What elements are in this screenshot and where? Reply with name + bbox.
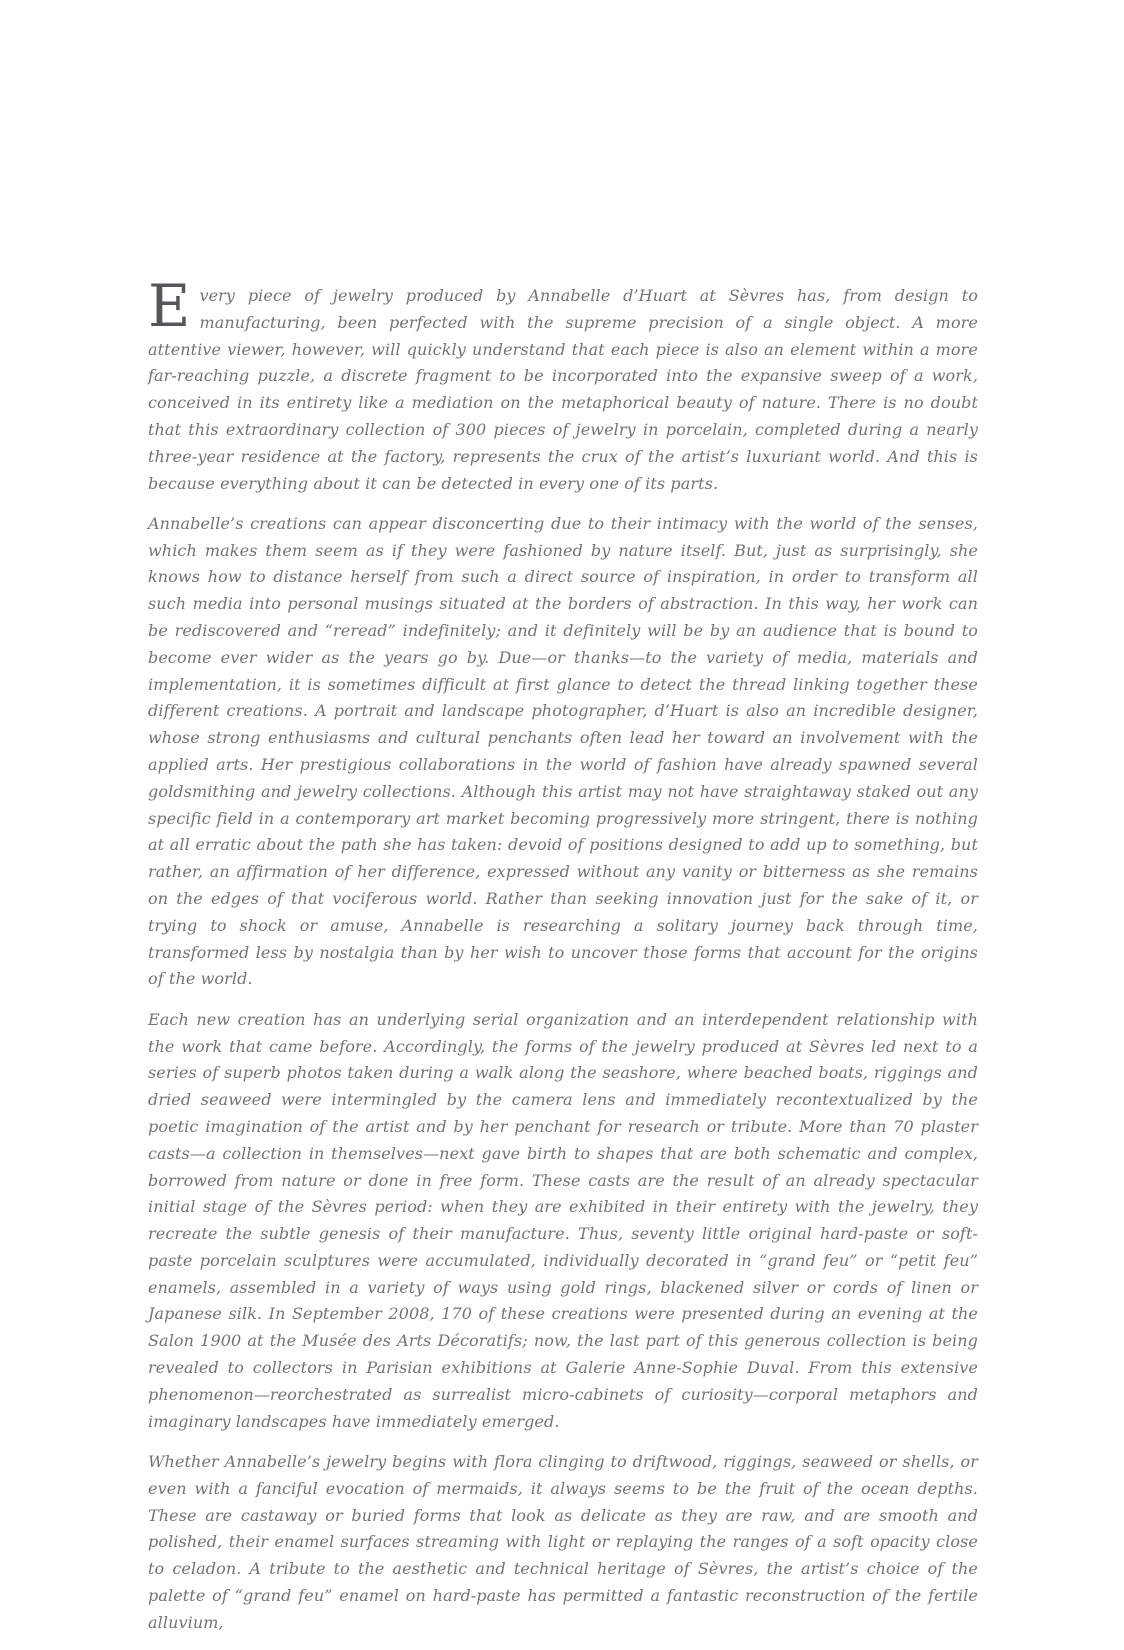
paragraph-2: Annabelle’s creations can appear disconcerting due to their intimacy with the world of the senses, which makes them seem as if they were fashioned by nature itself. But, just as surprisingly, she knows how to distance herself from such a direct source of inspiration, in order to transform all such media into personal musings situated at the borders of abstraction. In this way, her work can be rediscovered and “reread” indefinitely; and it definitely will be by an audience that is bound to become ever wider as the years go by. Due—or thanks—to the variety of media, materials and implementation, it is sometimes difficult at first glance to detect the thread linking together these different creations. A portrait and landscape photographer, d’Huart is also an incredible designer, whose strong enthusiasms and cultural penchants often lead her toward an involvement with the applied arts. Her prestigious collaborations in the world of fashion have already spawned several goldsmithing and jewelry collections. Although this artist may not have straightaway staked out any specific field in a contemporary art market becoming progressively more stringent, there is nothing at all erratic about the path she has taken: devoid of positions designed to add up to something, but rather, an affirmation of her difference, expressed without any vanity or bitterness as she remains on the edges of that vociferous world. Rather than seeking innovation just for the sake of it, or trying to shock or amuse, Annabelle is researching a solitary journey back through time, transformed less by nostalgia than by her wish to uncover those forms that account for the origins of the world. — [148, 513, 978, 989]
paragraph-1-text: very piece of jewelry produced by Annabelle d’Huart at Sèvres has, from design to manufacturing, been perfected with the supreme precision of a single object. A more attentive viewer, however, will quickly understand that each piece is also an element within a more far-reaching puzzle, a discrete fragment to be incorporated into the expansive sweep of a work, conceived in its entirety like a mediation on the metaphorical beauty of nature. There is no doubt that this extraordinary collection of 300 pieces of jewelry in porcelain, completed during a nearly three-year residence at the factory, represents the crux of the artist’s luxuriant world. And this is because everything about it can be detected in every one of its parts. — [148, 286, 978, 493]
drop-cap: E — [148, 272, 191, 340]
paragraph-4: Whether Annabelle’s jewelry begins with flora clinging to driftwood, riggings, seaweed or shells, or even with a fanciful evocation of mermaids, it always seems to be the fruit of the ocean depths. These are castaway or buried forms that look as delicate as they are raw, and are smooth and polished, their enamel surfaces streaming with light or replaying the ranges of a soft opacity close to celadon. A tribute to the aesthetic and technical heritage of Sèvres, the artist’s choice of the palette of “grand feu” enamel on hard-paste has permitted a fantastic reconstruction of the fertile alluvium, — [148, 1451, 978, 1632]
paragraph-1 — [148, 272, 978, 497]
article-text-block — [148, 272, 978, 1650]
paragraph-3: Each new creation has an underlying serial organization and an interdependent relationship with the work that came before. Accordingly, the forms of the jewelry produced at Sèvres led next to a series of superb photos taken during a walk along the seashore, where beached boats, riggings and dried seaweed were intermingled by the camera lens and immediately recontextualized by the poetic imagination of the artist and by her penchant for research or tribute. More than 70 plaster casts—a collection in themselves—next gave birth to shapes that are both schematic and complex, borrowed from nature or done in free form. These casts are the result of an already spectacular initial stage of the Sèvres period: when they are exhibited in their entirety with the jewelry, they recreate the subtle genesis of their manufacture. Thus, seventy little original hard-paste or soft-paste porcelain sculptures were accumulated, individually decorated in “grand feu” or “petit feu” enamels, assembled in a variety of ways using gold rings, blackened silver or cords of linen or Japanese silk. In September 2008, 170 of these creations were presented during an evening at the Salon 1900 at the Musée des Arts Décoratifs; now, the last part of this generous collection is being revealed to collectors in Parisian exhibitions at Galerie Anne-Sophie Duval. From this extensive phenomenon—reorchestrated as surrealist micro-cabinets of curiosity—corporal metaphors and imaginary landscapes have immediately emerged. — [148, 1009, 978, 1431]
